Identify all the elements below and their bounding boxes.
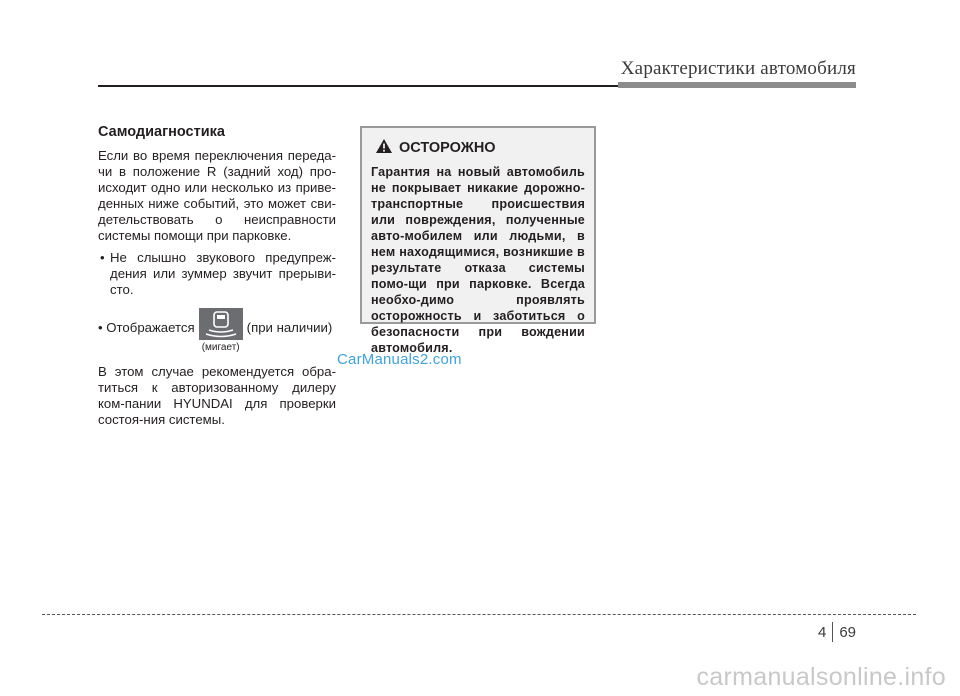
page-number-separator [832, 622, 833, 642]
footer-rule [42, 614, 916, 615]
warning-triangle-icon [375, 138, 399, 158]
warning-box [360, 126, 596, 355]
bullet-item [98, 250, 336, 298]
indicator-caption: (мигает) [201, 342, 240, 353]
bullet-dot: • [100, 250, 105, 265]
watermark-bottom: carmanualsonline.info [696, 663, 946, 691]
warning-title-text: ОСТОРОЖНО [399, 140, 496, 156]
chapter-number: 4 [817, 623, 827, 641]
bullet-item-indicator [98, 308, 336, 354]
header-rule-accent [618, 82, 856, 88]
watermark-top: CarManuals2.com [337, 351, 462, 368]
bullet-text-suffix: (при наличии) [246, 320, 333, 335]
warning-text: Гарантия на новый автомобиль не покрывает никакие дорожно-транспортные происшествия или повреждения, полученные авто-мобилем или людьми, в нем находящимися, возникшие в результате отказа системы помо-щи при парковке. Всегда необхо-димо проявлять осторожность и заботиться о безопасности при вождении автомобиля. [371, 165, 585, 355]
section-heading: Самодиагностика [98, 124, 225, 140]
closing-paragraph: В этом случае рекомендуется обра-титься к авторизованному дилеру ком-пании HYUNDAI для проверки состоя-ния системы. [98, 364, 336, 427]
page-number-value: 69 [839, 623, 856, 641]
intro-paragraph: Если во время переключения переда-чи в положение R (задний ход) про-исходит одно или несколько из приве-денных ниже событий, это может сви-детельствовать о неисправности системы помощи при парковке. [98, 148, 336, 243]
page-number [818, 622, 856, 642]
warning-title [375, 138, 585, 158]
parking-assist-indicator-icon [199, 308, 243, 340]
bullet-text: Не слышно звукового предупреж-дения или зуммер звучит прерыви-сто. [110, 250, 336, 297]
left-column [98, 124, 336, 428]
header-rule [98, 85, 618, 87]
indicator-figure [199, 308, 243, 354]
header-title: Характеристики автомобиля [620, 58, 856, 79]
bullet-text-prefix: • Отображается [98, 320, 195, 335]
